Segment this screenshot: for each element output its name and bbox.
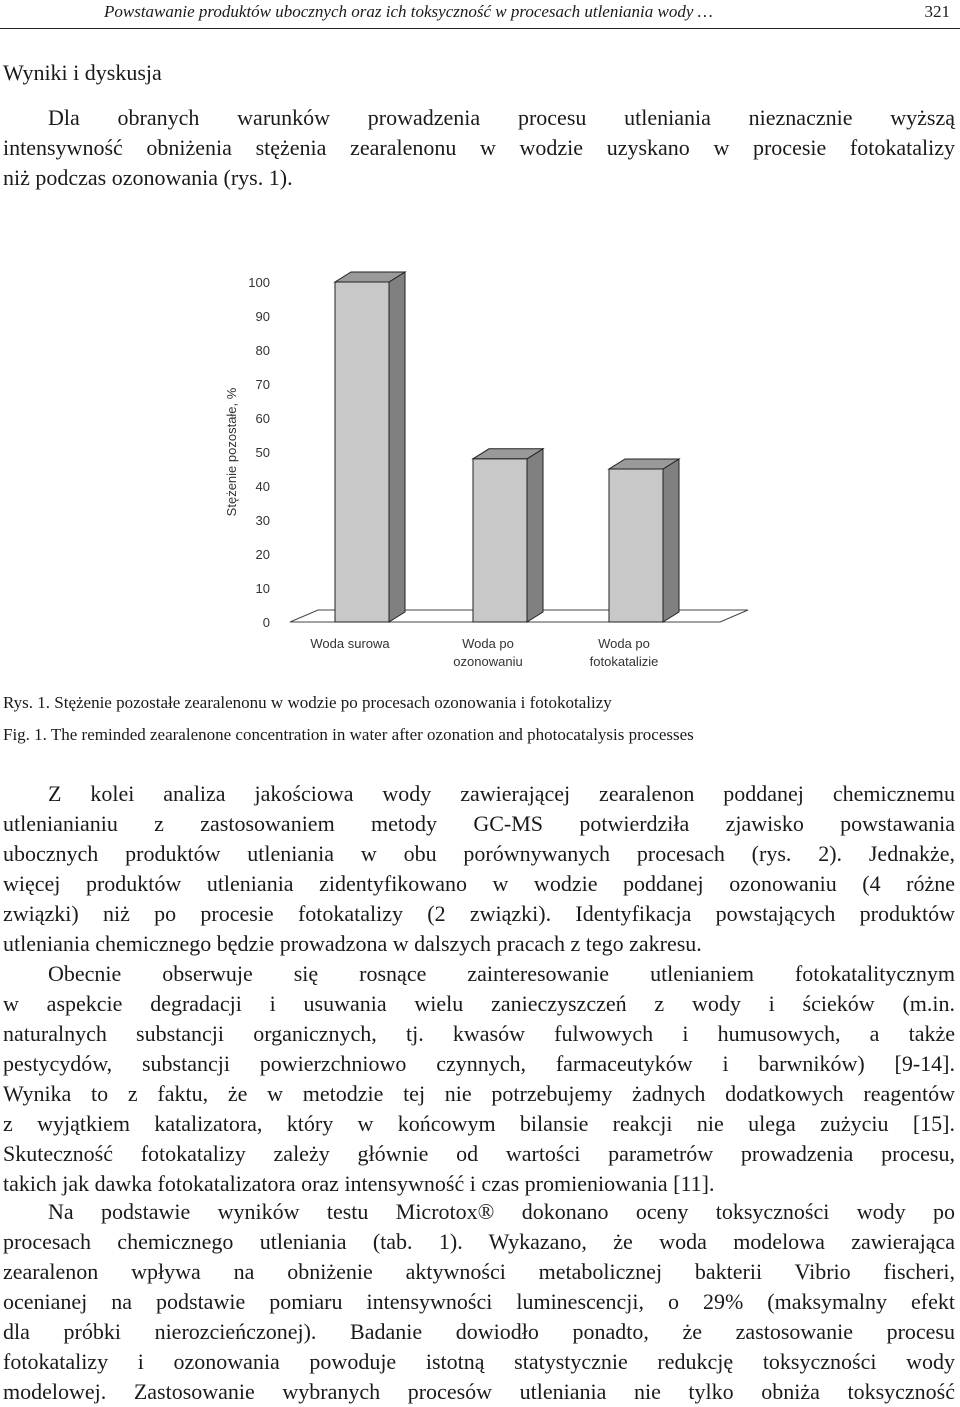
y-axis-title: Stężenie pozostałe, % xyxy=(224,387,239,517)
running-title: Powstawanie produktów ubocznych oraz ich toksyczność w procesach utleniania wody … xyxy=(104,2,713,21)
text-line: Skuteczność fotokatalizy zależy głównie od wartości parametrów prowadzenia procesu, xyxy=(3,1141,955,1166)
text-line: pestycydów, substancji powierzchniowo czynnych, farmaceutyków i barwników) [9-14]. xyxy=(3,1051,955,1076)
text-line: ocenianej na podstawie pomiaru intensywności luminescencji, o 29% (maksymalny efekt xyxy=(3,1289,955,1314)
figure-caption-pl: Rys. 1. Stężenie pozostałe zearalenonu w wodzie po procesach ozonowania i fotokotalizy xyxy=(3,693,612,712)
text-line: więcej produktów utleniania zidentyfikowano w wodzie poddanej ozonowaniu (4 różne xyxy=(3,871,955,896)
section-title: Wyniki i dyskusja xyxy=(3,60,162,85)
bar-series xyxy=(335,272,679,622)
text-line: Z kolei analiza jakościowa wody zawierającej zearalenon poddanej chemicznemu xyxy=(48,781,955,806)
x-tick-label: Woda po fotokatalizie xyxy=(589,636,659,669)
y-tick-label: 60 xyxy=(255,411,270,426)
bar-side xyxy=(527,449,543,622)
y-tick-label: 40 xyxy=(255,479,270,494)
y-tick-label: 80 xyxy=(255,343,270,358)
text-line: dla próbki nierozcieńczonej). Badanie dowiodło ponadto, że zastosowanie procesu xyxy=(3,1319,955,1344)
text-line: zearalenon wpływa na obniżenie aktywności metabolicznej bakterii Vibrio fischeri, xyxy=(3,1259,955,1284)
body-paragraph-1 xyxy=(3,779,955,959)
y-tick-label: 50 xyxy=(255,445,270,460)
text-line: procesach chemicznego utleniania (tab. 1). Wykazano, że woda modelowa zawierająca xyxy=(3,1229,955,1254)
y-tick-label: 30 xyxy=(255,513,270,528)
text-line: z wyjątkiem katalizatora, który w końcowym bilansie reakcji nie ulega zużyciu [15]. xyxy=(3,1111,955,1136)
text-line: ubocznych produktów utleniania w obu porównywanych procesach (rys. 2). Jednakże, xyxy=(3,841,955,866)
y-tick-label: 0 xyxy=(262,615,270,630)
y-tick-label: 70 xyxy=(255,377,270,392)
text-line: utleniania chemicznego będzie prowadzona w dalszych pracach z tego zakresu. xyxy=(3,931,702,956)
bar-chart xyxy=(0,230,760,680)
x-axis-labels xyxy=(310,636,658,669)
body-paragraph-2 xyxy=(3,959,955,1199)
text-line: utlenianianiu z zastosowaniem metody GC-MS potwierdziła zjawisko powstawania xyxy=(3,811,955,836)
bar-front xyxy=(473,459,527,622)
x-tick-label: Woda po ozonowaniu xyxy=(453,636,523,669)
body-paragraph-3 xyxy=(3,1197,955,1407)
text-line: naturalnych substancji organicznych, tj. kwasów fulwowych i humusowych, a także xyxy=(3,1021,955,1046)
y-axis xyxy=(248,275,270,630)
text-line: fotokatalizy i ozonowania powoduje istotną statystycznie redukcję toksyczności wody xyxy=(3,1349,955,1374)
bar-side xyxy=(389,272,405,622)
y-tick-label: 10 xyxy=(255,581,270,596)
running-header xyxy=(0,0,960,29)
text-line: Dla obranych warunków prowadzenia procesu utleniania nieznacznie wyższą xyxy=(48,105,955,130)
y-tick-label: 20 xyxy=(255,547,270,562)
text-line: w aspekcie degradacji i usuwania wielu zanieczyszczeń z wody i ścieków (m.in. xyxy=(3,991,955,1016)
y-tick-label: 90 xyxy=(255,309,270,324)
text-line: Obecnie obserwuje się rosnące zainteresowanie utlenianiem fotokatalitycznym xyxy=(48,961,955,986)
text-line: modelowej. Zastosowanie wybranych procesów utleniania nie tylko obniża toksyczność xyxy=(3,1379,955,1404)
text-line: związki) niż po procesie fotokatalizy (2 związki). Identyfikacja powstających produktów xyxy=(3,901,955,926)
figure-caption-en: Fig. 1. The reminded zearalenone concentration in water after ozonation and photocatalysis processes xyxy=(3,725,694,744)
bar-front xyxy=(335,282,389,622)
text-line: intensywność obniżenia stężenia zearalenonu w wodzie uzyskano w procesie fotokatalizy xyxy=(3,135,955,160)
bar-side xyxy=(663,459,679,622)
text-line: niż podczas ozonowania (rys. 1). xyxy=(3,165,293,190)
text-line: Na podstawie wyników testu Microtox® dokonano oceny toksyczności wody po xyxy=(48,1199,955,1224)
bar-front xyxy=(609,469,663,622)
intro-paragraph xyxy=(3,103,955,193)
y-tick-label: 100 xyxy=(248,275,270,290)
page-number: 321 xyxy=(924,2,950,21)
text-line: takich jak dawka fotokatalizatora oraz intensywność i czas promieniowania [11]. xyxy=(3,1171,715,1196)
text-line: Wynika to z faktu, że w metodzie tej nie potrzebujemy żadnych dodatkowych reagentów xyxy=(3,1081,955,1106)
x-tick-label: Woda surowa xyxy=(310,636,390,651)
